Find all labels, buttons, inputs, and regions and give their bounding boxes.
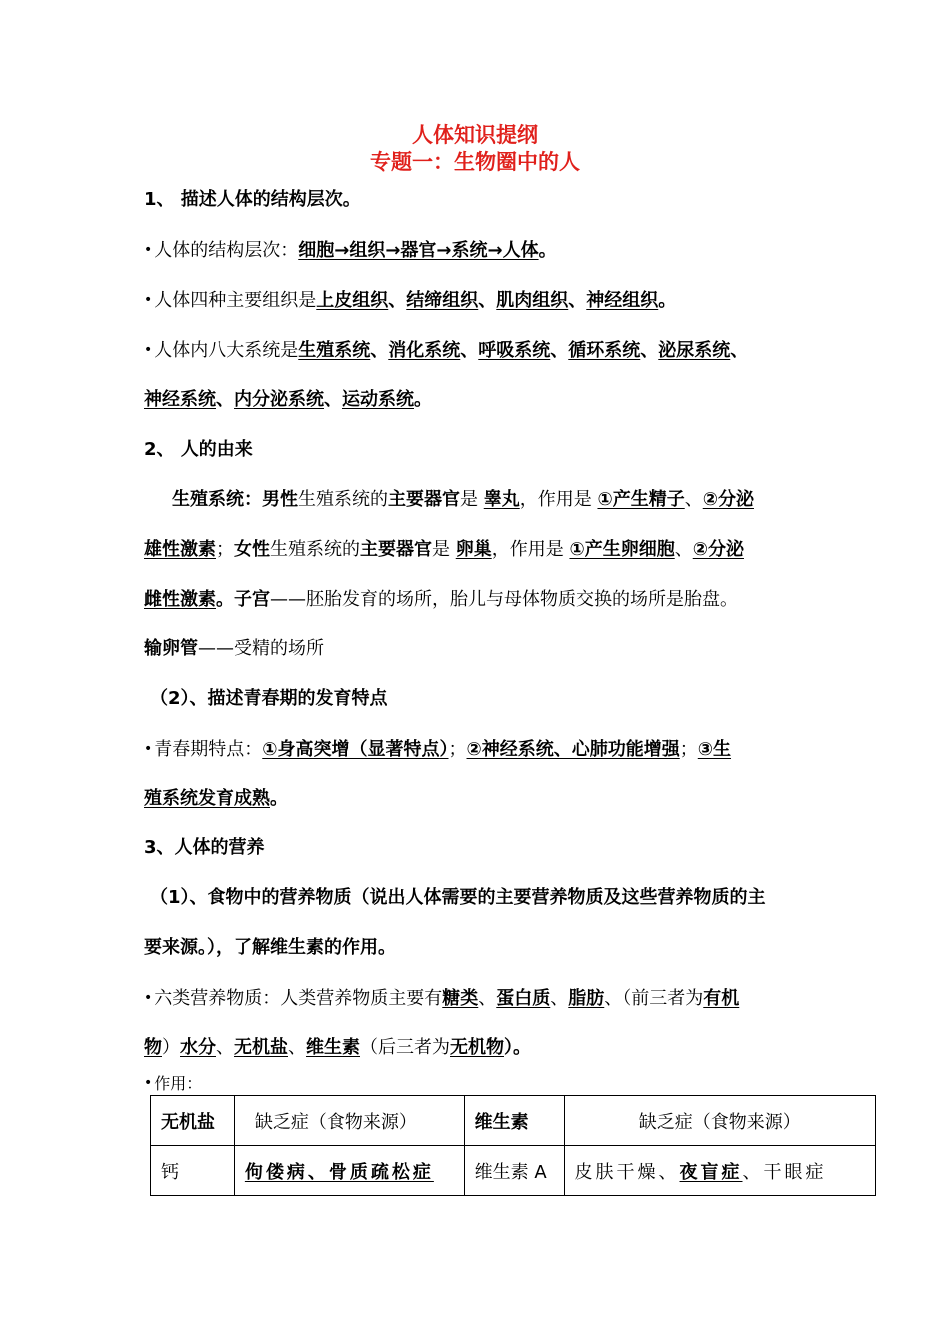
systems-line-2: 神经系统、内分泌系统、运动系统。 <box>144 389 432 410</box>
bullet-icon: • <box>144 1075 153 1091</box>
table-cell: 佝偻病、骨质疏松症 <box>234 1146 464 1196</box>
six-nutrients-line-2: 物）水分、无机盐、维生素（后三者为无机物）。 <box>144 1037 531 1058</box>
nutrients-heading-2: 要来源。），了解维生素的作用。 <box>144 937 396 958</box>
table-header: 缺乏症（食物来源） <box>564 1096 876 1146</box>
puberty-line-2: 殖系统发育成熟。 <box>144 788 288 809</box>
testis-term: 睾丸 <box>483 489 520 510</box>
puberty-line-1: • 青春期特点：①身高突增（显著特点）；②神经系统、心肺功能增强；③生 <box>144 739 732 760</box>
ovary-term: 卵巢 <box>455 539 492 560</box>
section-1-heading: 1、 描述人体的结构层次。 <box>144 189 361 210</box>
system-item: 循环系统 <box>568 340 641 361</box>
system-item: 神经系统 <box>144 389 216 410</box>
table-cell: 钙 <box>151 1146 235 1196</box>
tissue-item: 肌肉组织 <box>496 290 569 311</box>
document-title: 人体知识提纲 <box>412 123 538 147</box>
six-nutrients-line-1: • 六类营养物质：人类营养物质主要有糖类、蛋白质、脂肪、（前三者为有机 <box>144 988 740 1009</box>
system-item: 泌尿系统 <box>658 340 731 361</box>
table-cell: 皮肤干燥、夜盲症、干眼症 <box>564 1146 876 1196</box>
bullet-icon: • <box>144 242 153 258</box>
puberty-heading: （2）、描述青春期的发育特点 <box>150 688 388 709</box>
system-item: 呼吸系统 <box>478 340 551 361</box>
tissue-item: 上皮组织 <box>316 290 389 311</box>
male-repro-line: 生殖系统：男性生殖系统的主要器官是 睾丸，作用是 ①产生精子、②分泌 <box>172 489 754 510</box>
tissue-item: 结缔组织 <box>406 290 479 311</box>
structure-levels-line: • 人体的结构层次：细胞→组织→器官→系统→人体。 <box>144 240 557 261</box>
table-header: 维生素 <box>464 1096 564 1146</box>
table-header: 无机盐 <box>151 1096 235 1146</box>
bullet-icon: • <box>144 292 153 308</box>
structure-levels: 细胞→组织→器官→系统→人体 <box>298 240 539 261</box>
table-row <box>151 1146 876 1196</box>
uterus-line: 雌性激素。子宫——胚胎发育的场所，胎儿与母体物质交换的场所是胎盘。 <box>144 589 738 610</box>
systems-line-1: • 人体内八大系统是生殖系统、消化系统、呼吸系统、循环系统、泌尿系统、 <box>144 340 749 361</box>
tissues-line: • 人体四种主要组织是上皮组织、结缔组织、肌肉组织、神经组织。 <box>144 290 677 311</box>
section-2-heading: 2、 人的由来 <box>144 439 253 460</box>
female-repro-line: 雄性激素；女性生殖系统的主要器官是 卵巢，作用是 ①产生卵细胞、②分泌 <box>144 539 744 560</box>
oviduct-line: 输卵管——受精的场所 <box>144 638 324 659</box>
system-item: 内分泌系统 <box>234 389 324 410</box>
system-item: 消化系统 <box>388 340 461 361</box>
system-item: 生殖系统 <box>298 340 371 361</box>
table-header: 缺乏症（食物来源） <box>234 1096 464 1146</box>
system-item: 运动系统 <box>342 389 414 410</box>
section-3-heading: 3、人体的营养 <box>144 837 265 858</box>
tissue-item: 神经组织 <box>586 290 659 311</box>
bullet-icon: • <box>144 741 153 757</box>
usage-label: • 作用： <box>144 1074 203 1093</box>
bullet-icon: • <box>144 342 153 358</box>
nutrient-table <box>150 1095 876 1196</box>
topic-title: 专题一：生物圈中的人 <box>370 150 580 174</box>
table-cell: 维生素 A <box>464 1146 564 1196</box>
table-header-row <box>151 1096 876 1146</box>
nutrients-heading-1: （1）、食物中的营养物质（说出人体需要的主要营养物质及这些营养物质的主 <box>150 887 766 908</box>
bullet-icon: • <box>144 990 153 1006</box>
